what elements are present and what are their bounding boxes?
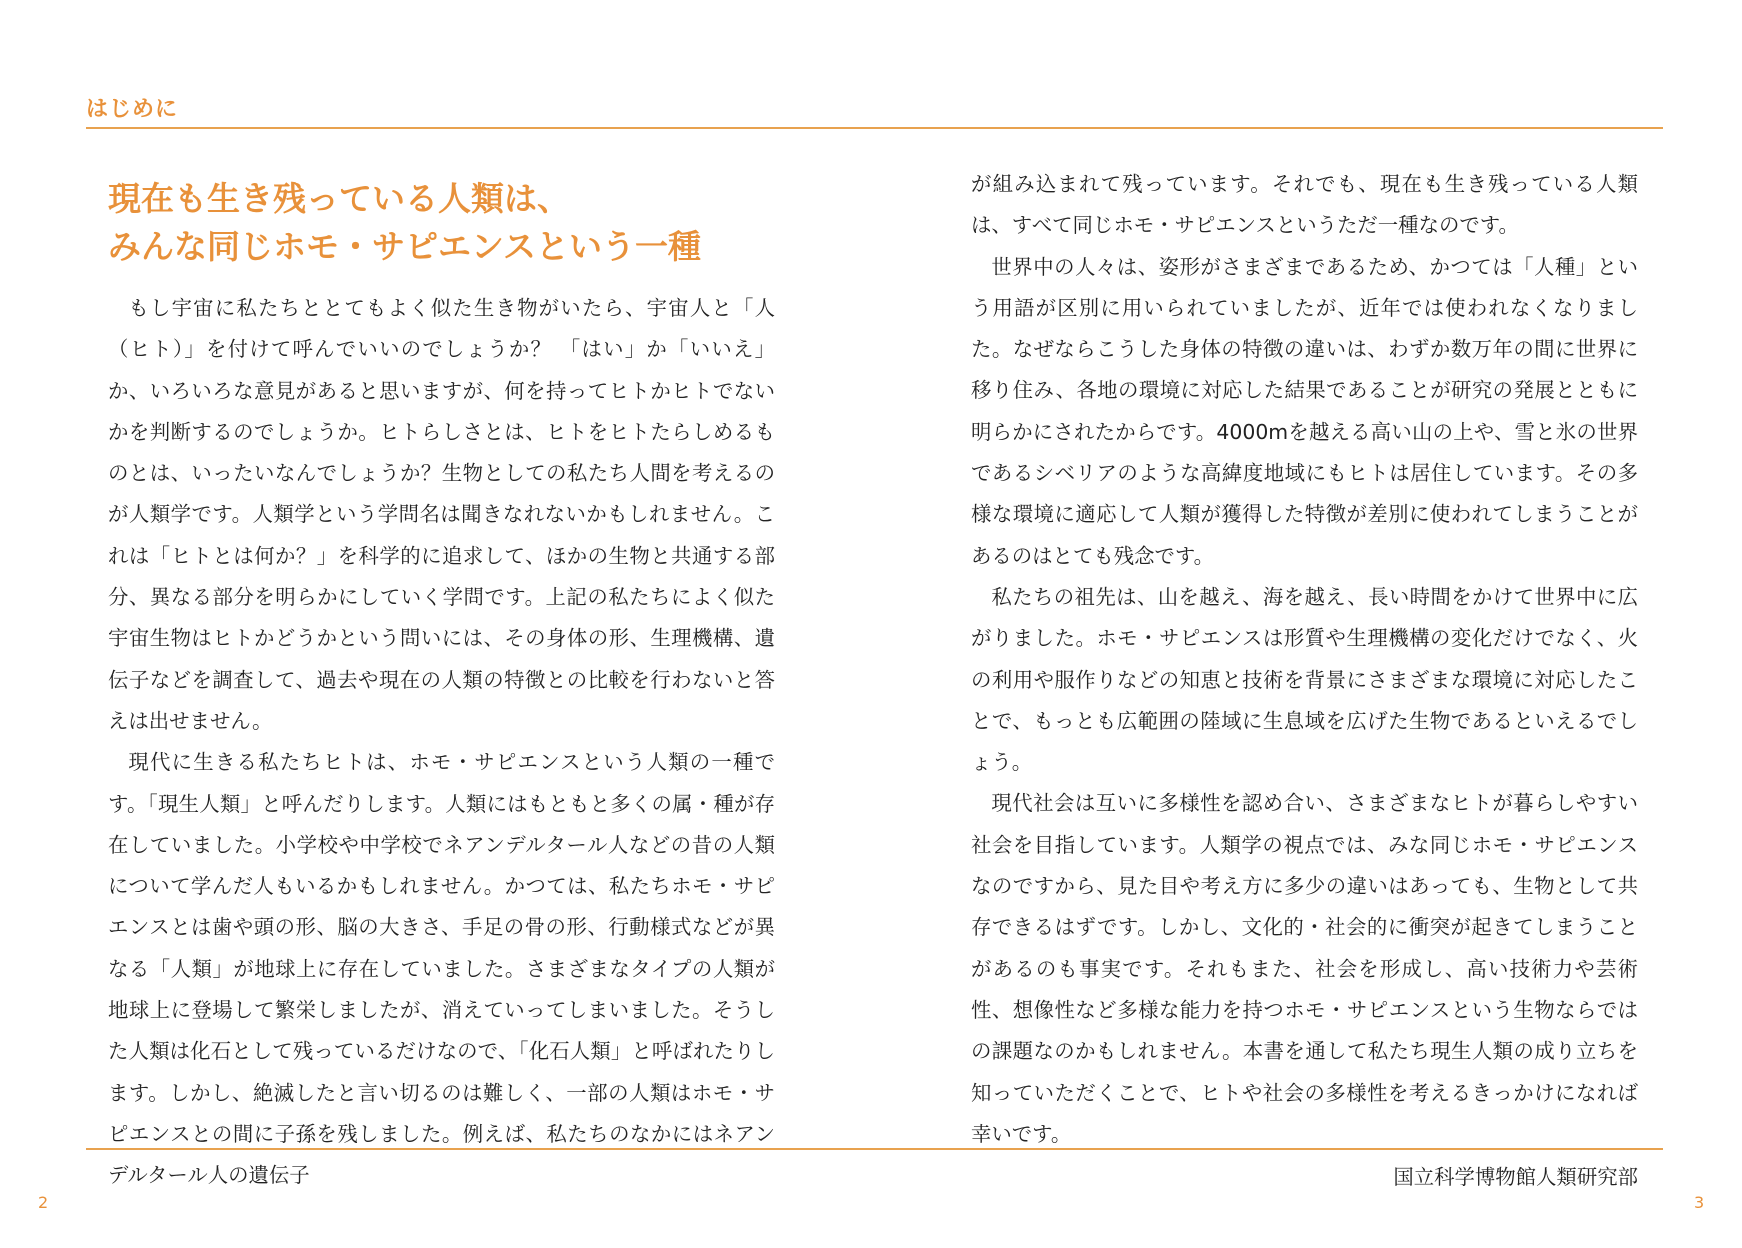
- page-number-left: 2: [38, 1193, 49, 1212]
- page-heading: [108, 175, 748, 271]
- paragraph: 私たちの祖先は、山を越え、海を越え、長い時間をかけて世界中に広がりました。ホモ・サピエンスは形質や生理機構の変化だけでなく、火の利用や服作りなどの知恵と技術を背景にさまざまな環境に対応したことで、もっとも広範囲の陸域に生息域を広げた生物であるといえるでしょう。: [971, 584, 1638, 775]
- section-label: はじめに: [86, 97, 179, 122]
- heading-line-1: 現在も生き残っている人類は、: [108, 179, 570, 218]
- header-rule: [86, 127, 1663, 129]
- right-column: [971, 164, 1638, 1198]
- heading-line-2: みんな同じホモ・サピエンスという一種: [108, 227, 702, 266]
- left-column: [108, 288, 775, 1197]
- page-number-right: 3: [1694, 1193, 1705, 1212]
- author-signature: 国立科学博物館人類研究部: [1393, 1165, 1638, 1190]
- paragraph: 世界中の人々は、姿形がさまざまであるため、かつては「人種」という用語が区別に用いられていましたが、近年では使われなくなりました。なぜならこうした身体の特徴の違いは、わずか数万年の間に世界に移り住み、各地の環境に対応した結果であることが研究の発展とともに明らかにされたからです。4000mを越える高い山の上や、雪と氷の世界であるシベリアのような高緯度地域にもヒトは居住しています。その多様な環境に適応して人類が獲得した特徴が差別に使われてしまうことがあるのはとても残念です。: [971, 254, 1638, 568]
- paragraph: もし宇宙に私たちととてもよく似た生き物がいたら、宇宙人と「人（ヒト）」を付けて呼んでいいのでしょうか？ 「はい」か「いいえ」か、いろいろな意見があると思いますが、何を持ってヒトかヒトでないかを判断するのでしょうか。ヒトらしさとは、ヒトをヒトたらしめるものとは、いったいなんでしょうか？生物としての私たち人間を考えるのが人類学です。人類学という学問名は聞きなれないかもしれません。これは「ヒトとは何か？」を科学的に追求して、ほかの生物と共通する部分、異なる部分を明らかにしていく学問です。上記の私たちによく似た宇宙生物はヒトかどうかという問いには、その身体の形、生理機構、遺伝子などを調査して、過去や現在の人類の特徴との比較を行わないと答えは出せません。: [108, 296, 775, 733]
- paragraph: 現代社会は互いに多様性を認め合い、さまざまなヒトが暮らしやすい社会を目指しています。人類学の視点では、みな同じホモ・サピエンスなのですから、見た目や考え方に多少の違いはあっても、生物として共存できるはずです。しかし、文化的・社会的に衝突が起きてしまうことがあるのも事実です。それもまた、社会を形成し、高い技術力や芸術性、想像性など多様な能力を持つホモ・サピエンスという生物ならではの課題なのかもしれません。本書を通して私たち現生人類の成り立ちを知っていただくことで、ヒトや社会の多様性を考えるきっかけになれば幸いです。: [971, 791, 1638, 1146]
- footer-rule: [86, 1148, 1663, 1150]
- paragraph: 現代に生きる私たちヒトは、ホモ・サピエンスという人類の一種です。「現生人類」と呼んだりします。人類にはもともと多くの属・種が存在していました。小学校や中学校でネアンデルタール人などの昔の人類について学んだ人もいるかもしれません。かつては、私たちホモ・サピエンスとは歯や頭の形、脳の大きさ、手足の骨の形、行動様式などが異なる「人類」が地球上に存在していました。さまざまなタイプの人類が地球上に登場して繁栄しましたが、消えていってしまいました。そうした人類は化石として残っているだけなので、「化石人類」と呼ばれたりします。しかし、絶滅したと言い切るのは難しく、一部の人類はホモ・サピエンスとの間に子孫を残しました。例えば、私たちのなかにはネアンデルタール人の遺伝子: [108, 750, 775, 1188]
- paragraph: が組み込まれて残っています。それでも、現在も生き残っている人類は、すべて同じホモ・サピエンスというただ一種なのです。: [971, 172, 1638, 238]
